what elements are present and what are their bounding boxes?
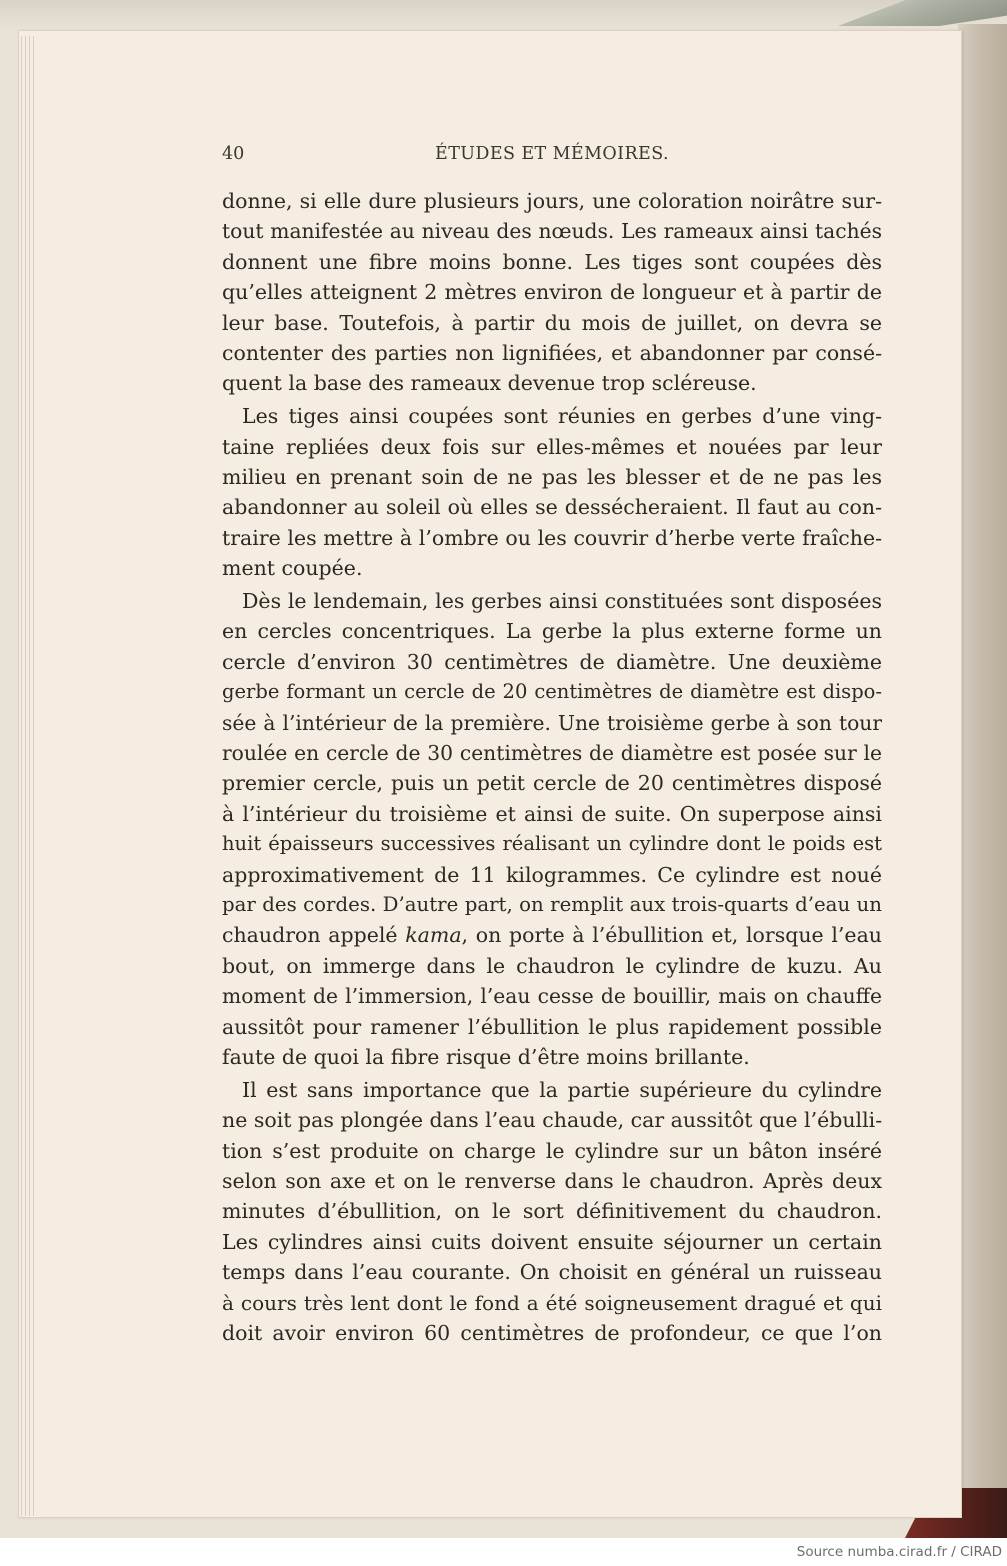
text-line: approximativement de 11 kilogrammes. Ce cylindre est noué [222,862,882,887]
text-line: contenter des parties non lignifiées, et abandonner par consé- [222,340,882,365]
running-head [222,144,882,174]
source-credit: Source numba.cirad.fr / CIRAD [796,1544,1002,1560]
text-line: cercle d’environ 30 centimètres de diamètre. Une deuxième [222,649,882,674]
text-run: , on porte à l’ébullition et, lorsque l’eau [461,923,882,948]
text-line: gerbe formant un cercle de 20 centimètres de diamètre est dispo- [222,680,882,704]
text-line: en cercles concentriques. La gerbe la plus externe forme un [222,619,882,644]
running-head-title: ÉTUDES ET MÉMOIRES. [435,144,669,164]
text-run: chaudron appelé [222,923,406,948]
book-page-edges [958,24,1007,1538]
text-line: Il est sans importance que la partie supérieure du cylindre [242,1077,882,1102]
text-line: temps dans l’eau courante. On choisit en général un ruisseau [222,1260,882,1285]
page-stack-edges [18,36,34,1516]
text-line: Dès le lendemain, les gerbes ainsi constituées sont disposées [242,589,882,614]
text-line: huit épaisseurs successives réalisant un cylindre dont le poids est [222,832,882,856]
text-line: qu’elles atteignent 2 mètres environ de longueur et à partir de [222,280,882,305]
text-line: selon son axe et on le renverse dans le chaudron. Après deux [222,1169,882,1193]
text-line: traire les mettre à l’ombre ou les couvrir d’herbe verte fraîche- [222,525,882,550]
text-line: tout manifestée au niveau des nœuds. Les rameaux ainsi tachés [222,219,882,244]
text-line: faute de quoi la fibre risque d’être moins brillante. [222,1044,750,1069]
body-text [222,186,882,1348]
text-line: abandonner au soleil où elles se dessécheraient. Il faut au con- [222,495,882,520]
italic-term: kama [405,923,462,948]
text-line: sée à l’intérieur de la première. Une troisième gerbe à son tour [222,710,882,735]
text-line: leur base. Toutefois, à partir du mois de juillet, on devra se [222,310,882,335]
page-number: 40 [222,144,245,164]
text-line-with-italic [222,920,882,950]
text-line: Les cylindres ainsi cuits doivent ensuite séjourner un certain [222,1229,882,1254]
text-line: donnent une fibre moins bonne. Les tiges sont coupées dès [222,249,882,274]
text-line: doit avoir environ 60 centimètres de profondeur, ce que l’on [222,1320,882,1345]
text-line: par des cordes. D’autre part, on remplit aux trois-quarts d’eau un [222,892,882,916]
text-line: ne soit pas plongée dans l’eau chaude, car aussitôt que l’ébulli- [222,1108,882,1133]
text-line: roulée en cercle de 30 centimètres de diamètre est posée sur le [222,741,882,766]
text-line: taine repliées deux fois sur elles-mêmes et nouées par leur [222,434,882,459]
text-line: moment de l’immersion, l’eau cesse de bouillir, mais on chauffe [222,984,882,1009]
text-line: Les tiges ainsi coupées sont réunies en gerbes d’une ving- [242,404,882,429]
text-line: quent la base des rameaux devenue trop scléreuse. [222,371,757,396]
text-line: milieu en prenant soin de ne pas les blesser et de ne pas les [222,465,882,490]
text-line: à l’intérieur du troisième et ainsi de suite. On superpose ainsi [222,801,882,826]
text-line: premier cercle, puis un petit cercle de 20 centimètres disposé [222,771,882,796]
text-line: bout, on immerge dans le chaudron le cylindre de kuzu. Au [222,953,882,978]
text-line: ment coupée. [222,556,363,581]
text-line: donne, si elle dure plusieurs jours, une coloration noirâtre sur- [222,189,882,213]
text-line: minutes d’ébullition, on le sort définitivement du chaudron. [222,1199,882,1224]
text-line: aussitôt pour ramener l’ébullition le plus rapidement possible [222,1014,882,1039]
text-line: tion s’est produite on charge le cylindre sur un bâton inséré [222,1138,882,1163]
text-line: à cours très lent dont le fond a été soigneusement dragué et qui [222,1290,882,1315]
